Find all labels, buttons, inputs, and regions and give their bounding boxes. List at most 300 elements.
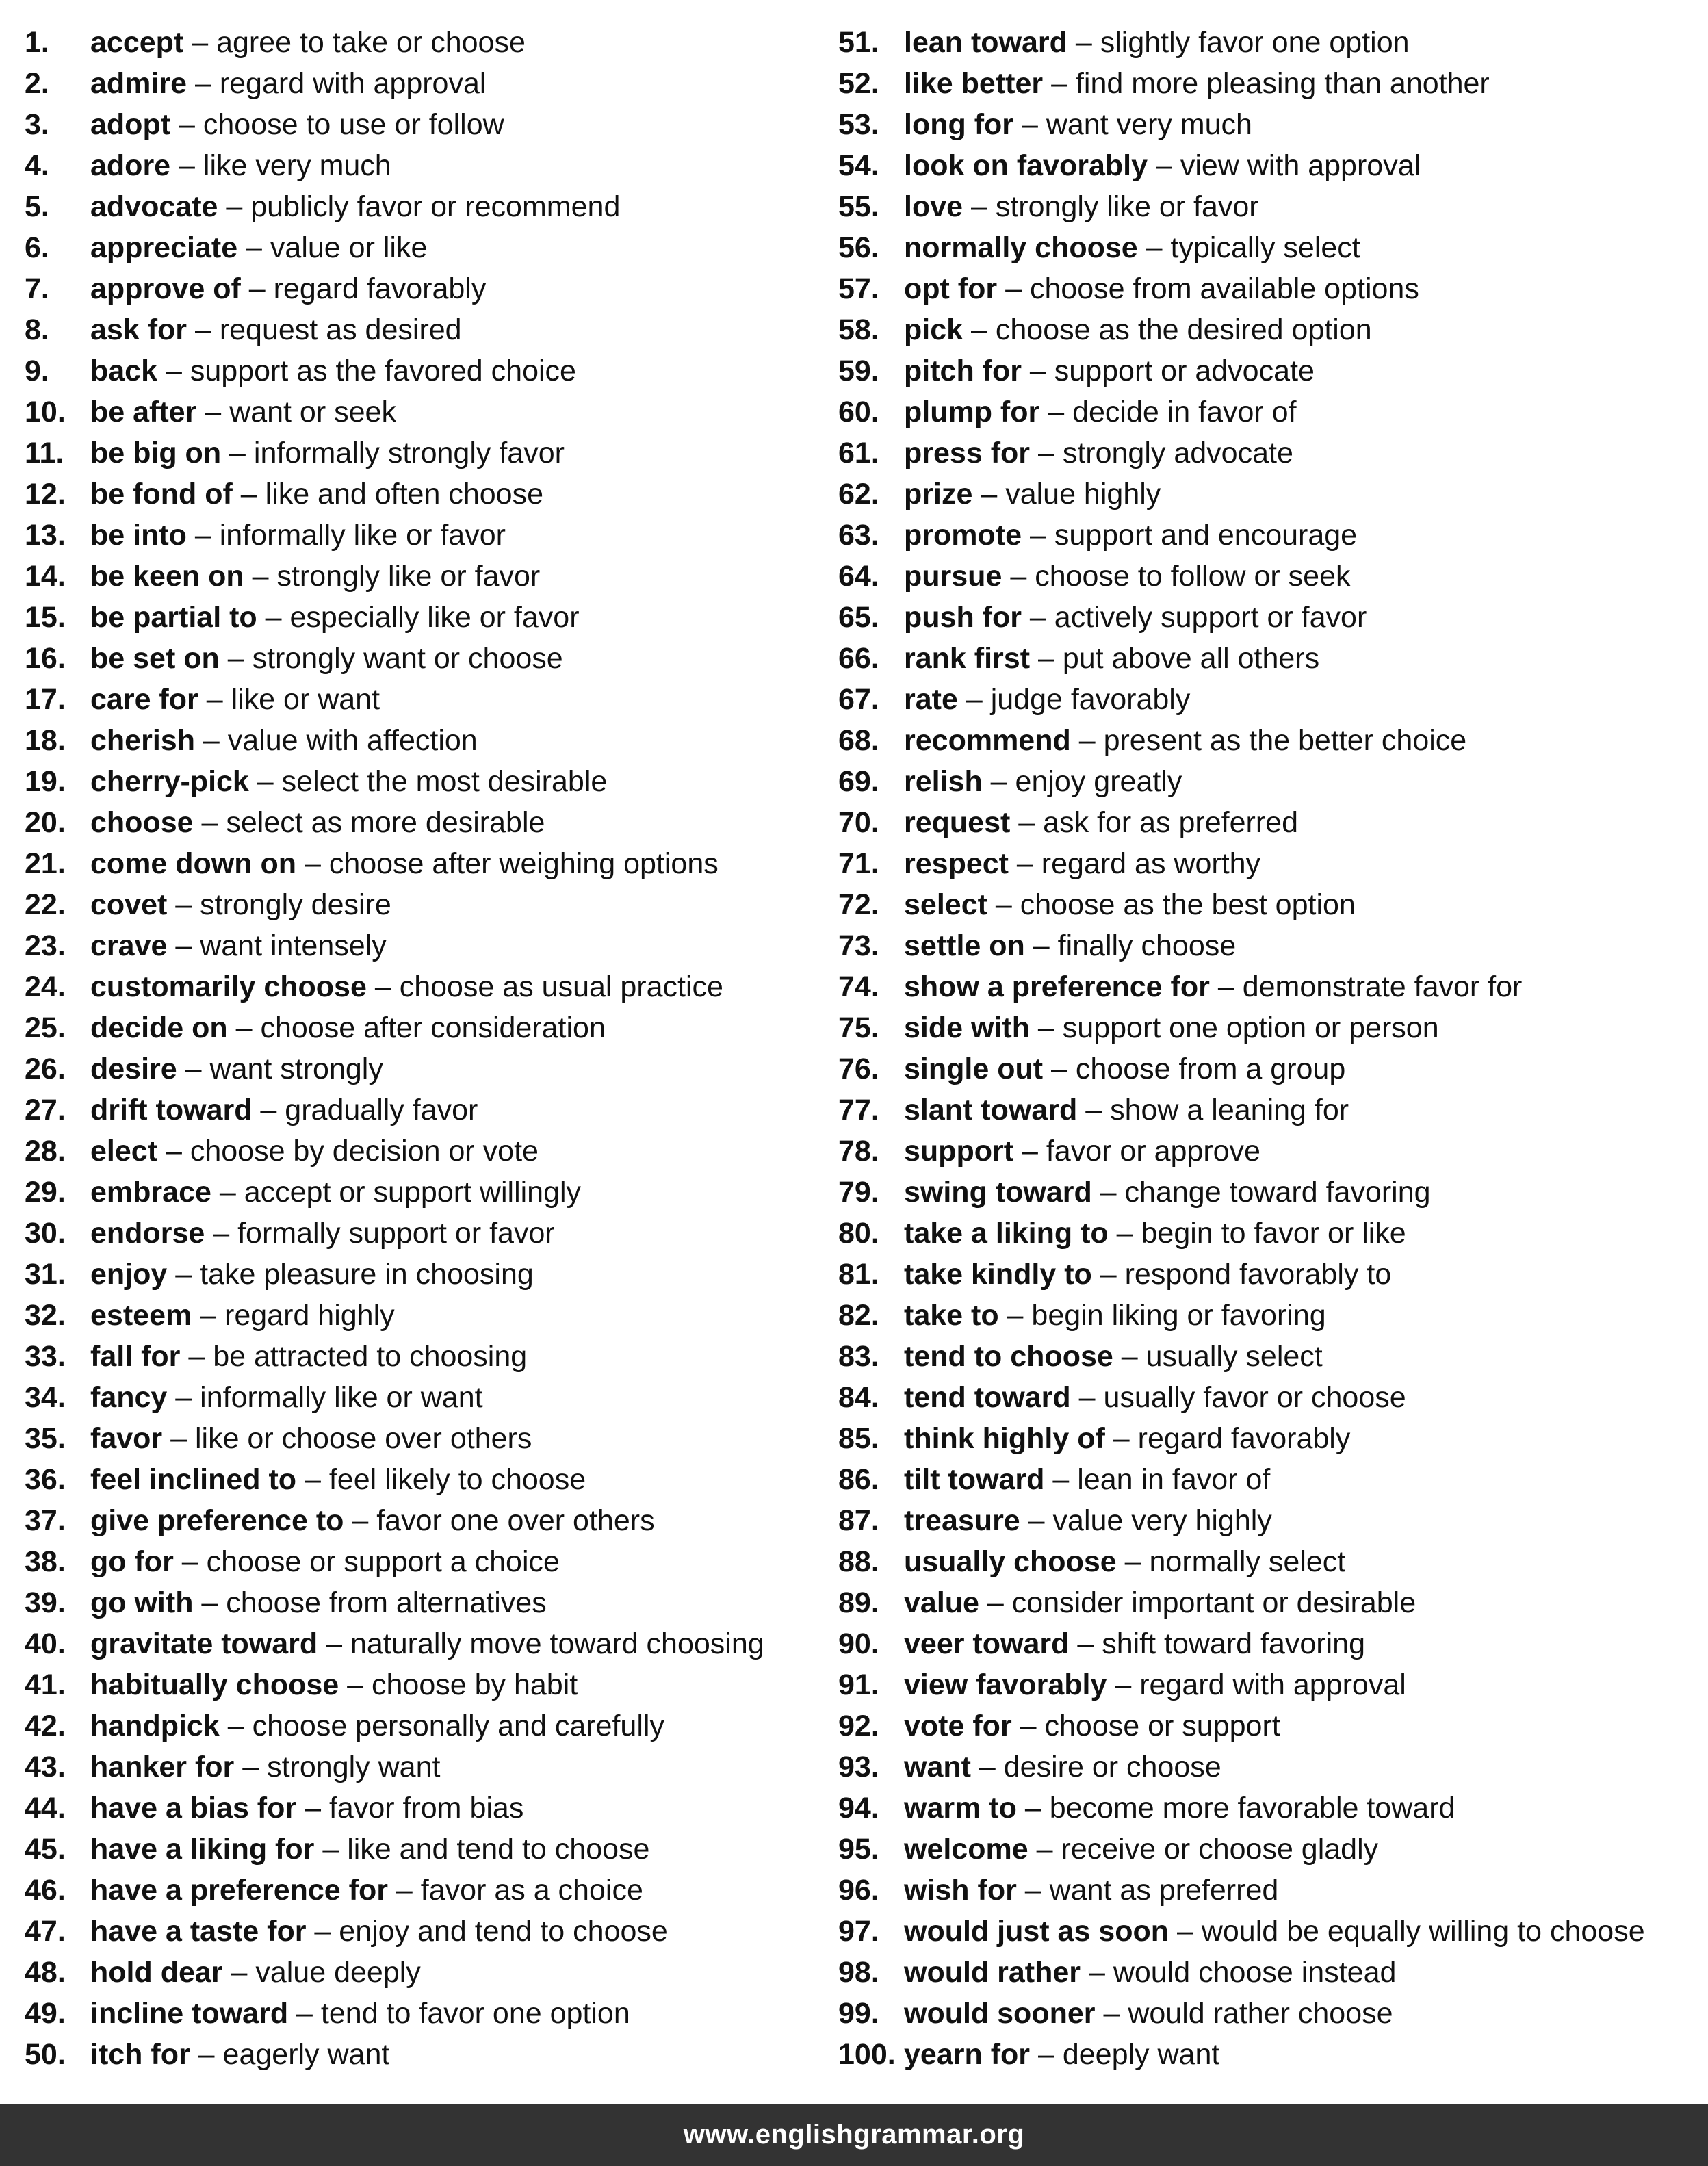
item-term: would rather — [904, 1956, 1081, 1989]
item-separator: – — [1169, 1915, 1202, 1948]
list-item — [25, 1254, 832, 1295]
item-number: 37. — [25, 1504, 66, 1537]
item-number: 64. — [838, 560, 879, 593]
list-item — [838, 720, 1700, 761]
item-separator: – — [1029, 1011, 1063, 1044]
item-definition: informally strongly favor — [253, 437, 565, 469]
item-separator: – — [257, 601, 290, 634]
item-definition: ask for as preferred — [1043, 806, 1298, 839]
item-definition: slightly favor one option — [1100, 26, 1410, 59]
item-number: 20. — [25, 806, 66, 839]
list-item — [838, 679, 1700, 720]
item-number: 81. — [838, 1258, 879, 1291]
item-term: swing toward — [904, 1176, 1092, 1209]
item-number: 34. — [25, 1381, 66, 1414]
list-item — [838, 2034, 1700, 2075]
item-term: fall for — [90, 1340, 181, 1373]
item-definition: feel likely to choose — [328, 1463, 586, 1496]
list-item — [838, 1254, 1700, 1295]
item-number: 23. — [25, 929, 66, 962]
item-definition: present as the better choice — [1103, 724, 1467, 757]
item-separator: – — [1107, 1668, 1140, 1701]
item-number: 96. — [838, 1874, 879, 1907]
list-item — [25, 1911, 832, 1952]
list-item — [25, 104, 832, 145]
item-number: 11. — [25, 437, 64, 469]
item-definition: strongly want — [267, 1751, 441, 1783]
item-definition: choose as the best option — [1020, 888, 1356, 921]
item-definition: favor or approve — [1046, 1135, 1260, 1168]
item-definition: find more pleasing than another — [1075, 67, 1490, 100]
list-item — [838, 638, 1700, 679]
item-number: 77. — [838, 1094, 879, 1126]
list-item — [25, 884, 832, 925]
list-item — [25, 1048, 832, 1090]
item-definition: would choose instead — [1113, 1956, 1397, 1989]
item-number: 6. — [25, 231, 49, 264]
item-term: drift toward — [90, 1094, 253, 1126]
item-definition: choose after consideration — [260, 1011, 606, 1044]
item-definition: regard with approval — [1139, 1668, 1406, 1701]
list-item — [25, 268, 832, 309]
item-separator: – — [211, 1176, 244, 1209]
list-item — [25, 761, 832, 802]
item-definition: choose to follow or seek — [1035, 560, 1351, 593]
item-number: 65. — [838, 601, 879, 634]
item-term: be partial to — [90, 601, 257, 634]
item-separator: – — [963, 190, 996, 223]
item-separator: – — [244, 560, 277, 593]
list-item — [838, 309, 1700, 350]
item-term: select — [904, 888, 987, 921]
item-number: 56. — [838, 231, 879, 264]
item-term: be fond of — [90, 478, 233, 511]
item-term: usually choose — [904, 1545, 1117, 1578]
list-item — [25, 145, 832, 186]
item-number: 98. — [838, 1956, 879, 1989]
item-term: tilt toward — [904, 1463, 1045, 1496]
list-item — [838, 925, 1700, 966]
item-separator: – — [232, 478, 266, 511]
list-item — [838, 1870, 1700, 1911]
list-item — [838, 1418, 1700, 1459]
item-separator: – — [366, 970, 400, 1003]
item-term: single out — [904, 1053, 1044, 1085]
item-separator: – — [1116, 1545, 1150, 1578]
item-separator: – — [1070, 724, 1104, 757]
word-list — [0, 22, 1708, 2074]
item-separator: – — [1020, 1504, 1053, 1537]
item-definition: favor one over others — [376, 1504, 655, 1537]
item-definition: value or like — [270, 231, 428, 264]
list-item — [25, 1213, 832, 1254]
item-term: accept — [90, 26, 184, 59]
item-definition: select as more desirable — [226, 806, 545, 839]
item-separator: – — [1148, 149, 1180, 182]
item-definition: choose from a group — [1075, 1053, 1346, 1085]
item-separator: – — [1091, 1258, 1125, 1291]
item-number: 76. — [838, 1053, 879, 1085]
item-term: take kindly to — [904, 1258, 1092, 1291]
item-definition: choose by habit — [372, 1668, 578, 1701]
item-term: crave — [90, 929, 168, 962]
list-item — [838, 1090, 1700, 1131]
item-definition: become more favorable toward — [1049, 1792, 1455, 1825]
item-separator: – — [167, 1381, 200, 1414]
item-term: embrace — [90, 1176, 211, 1209]
item-separator: – — [167, 929, 200, 962]
item-separator: – — [227, 1011, 261, 1044]
item-term: support — [904, 1135, 1014, 1168]
item-number: 14. — [25, 560, 66, 593]
list-item — [25, 2034, 832, 2075]
item-term: have a preference for — [90, 1874, 388, 1907]
item-number: 51. — [838, 26, 879, 59]
item-definition: want very much — [1046, 108, 1252, 141]
item-number: 85. — [838, 1422, 879, 1455]
list-item — [838, 391, 1700, 433]
footer-website-url: www.englishgrammar.org — [683, 2119, 1025, 2150]
item-definition: select the most desirable — [281, 765, 608, 798]
item-term: think highly of — [904, 1422, 1105, 1455]
item-number: 17. — [25, 683, 66, 716]
item-number: 71. — [838, 847, 879, 880]
item-number: 48. — [25, 1956, 66, 1989]
item-term: give preference to — [90, 1504, 344, 1537]
item-definition: support one option or person — [1062, 1011, 1439, 1044]
item-separator: – — [296, 1792, 329, 1825]
item-definition: typically select — [1170, 231, 1360, 264]
item-definition: gradually favor — [285, 1094, 478, 1126]
item-definition: like or want — [231, 683, 380, 716]
item-term: relish — [904, 765, 983, 798]
list-item — [838, 104, 1700, 145]
item-number: 2. — [25, 67, 49, 100]
item-number: 87. — [838, 1504, 879, 1537]
item-separator: – — [1070, 1381, 1104, 1414]
item-definition: desire or choose — [1003, 1751, 1221, 1783]
item-separator: – — [344, 1504, 377, 1537]
item-term: hanker for — [90, 1751, 235, 1783]
item-number: 50. — [25, 2038, 66, 2071]
item-number: 91. — [838, 1668, 879, 1701]
list-item — [25, 720, 832, 761]
item-term: would just as soon — [904, 1915, 1169, 1948]
item-number: 59. — [838, 354, 879, 387]
item-separator: – — [193, 1586, 227, 1619]
item-definition: value with affection — [227, 724, 478, 757]
item-number: 16. — [25, 642, 66, 675]
list-item — [25, 1788, 832, 1829]
item-definition: choose from alternatives — [226, 1586, 547, 1619]
list-item — [25, 1541, 832, 1582]
list-item — [838, 433, 1700, 474]
list-item — [25, 1623, 832, 1664]
item-separator: – — [198, 683, 231, 716]
list-item — [838, 597, 1700, 638]
list-item — [25, 391, 832, 433]
item-separator: – — [1021, 601, 1054, 634]
item-number: 24. — [25, 970, 66, 1003]
item-separator: – — [987, 888, 1020, 921]
list-item — [25, 63, 832, 104]
item-term: desire — [90, 1053, 177, 1085]
item-separator: – — [997, 272, 1030, 305]
item-term: tend to choose — [904, 1340, 1113, 1373]
item-term: value — [904, 1586, 979, 1619]
item-term: opt for — [904, 272, 998, 305]
list-item — [25, 925, 832, 966]
item-number: 44. — [25, 1792, 66, 1825]
list-item — [25, 679, 832, 720]
item-definition: usually select — [1146, 1340, 1323, 1373]
item-separator: – — [187, 313, 220, 346]
item-term: be keen on — [90, 560, 244, 593]
item-definition: choose or support a choice — [206, 1545, 560, 1578]
item-number: 67. — [838, 683, 879, 716]
item-definition: view with approval — [1180, 149, 1421, 182]
item-separator: – — [177, 1053, 210, 1085]
item-separator: – — [240, 272, 274, 305]
item-number: 54. — [838, 149, 879, 182]
item-term: feel inclined to — [90, 1463, 297, 1496]
item-number: 82. — [838, 1299, 879, 1332]
item-number: 72. — [838, 888, 879, 921]
list-item — [838, 556, 1700, 597]
item-definition: usually favor or choose — [1103, 1381, 1406, 1414]
item-separator: – — [1002, 560, 1035, 593]
list-item — [838, 1993, 1700, 2034]
item-separator: – — [194, 724, 228, 757]
item-term: cherry-pick — [90, 765, 249, 798]
list-item — [838, 966, 1700, 1007]
item-term: pick — [904, 313, 963, 346]
item-number: 66. — [838, 642, 879, 675]
item-number: 53. — [838, 108, 879, 141]
item-separator: – — [979, 1586, 1012, 1619]
item-number: 40. — [25, 1627, 66, 1660]
list-item — [838, 1623, 1700, 1664]
item-separator: – — [998, 1299, 1032, 1332]
list-item — [25, 1993, 832, 2034]
item-term: appreciate — [90, 231, 238, 264]
item-separator: – — [248, 765, 282, 798]
item-separator: – — [221, 437, 254, 469]
item-term: respect — [904, 847, 1009, 880]
item-number: 33. — [25, 1340, 66, 1373]
item-definition: support or advocate — [1054, 354, 1315, 387]
item-definition: actively support or favor — [1054, 601, 1367, 634]
list-item — [838, 1500, 1700, 1541]
item-number: 8. — [25, 313, 49, 346]
item-separator: – — [1030, 2038, 1063, 2071]
list-item — [838, 515, 1700, 556]
item-number: 36. — [25, 1463, 66, 1496]
item-definition: formally support or favor — [237, 1217, 555, 1250]
item-definition: accept or support willingly — [244, 1176, 582, 1209]
item-definition: regard favorably — [273, 272, 487, 305]
item-definition: publicly favor or recommend — [250, 190, 621, 223]
list-item — [25, 556, 832, 597]
item-separator: – — [1039, 396, 1073, 428]
item-number: 93. — [838, 1751, 879, 1783]
item-separator: – — [1137, 231, 1171, 264]
item-separator: – — [1069, 1627, 1102, 1660]
item-number: 100. — [838, 2038, 896, 2071]
item-term: endorse — [90, 1217, 205, 1250]
item-number: 90. — [838, 1627, 879, 1660]
item-term: pursue — [904, 560, 1002, 593]
list-item — [838, 1007, 1700, 1048]
item-number: 55. — [838, 190, 879, 223]
item-term: adopt — [90, 108, 171, 141]
item-number: 29. — [25, 1176, 66, 1209]
list-item — [838, 186, 1700, 227]
list-item — [25, 1582, 832, 1623]
item-separator: – — [1011, 1710, 1045, 1742]
item-definition: support and encourage — [1054, 519, 1358, 552]
word-list-left-column — [25, 22, 832, 2075]
item-definition: take pleasure in choosing — [200, 1258, 534, 1291]
item-separator: – — [162, 1422, 195, 1455]
item-term: vote for — [904, 1710, 1012, 1742]
item-term: treasure — [904, 1504, 1020, 1537]
item-term: look on favorably — [904, 149, 1148, 182]
item-separator: – — [1043, 1053, 1076, 1085]
item-number: 5. — [25, 190, 49, 223]
item-term: welcome — [904, 1833, 1028, 1866]
item-definition: strongly like or favor — [995, 190, 1259, 223]
list-item — [838, 843, 1700, 884]
list-item — [838, 1295, 1700, 1336]
item-term: want — [904, 1751, 971, 1783]
item-definition: strongly like or favor — [276, 560, 541, 593]
list-item — [838, 1131, 1700, 1172]
item-separator: – — [1008, 847, 1041, 880]
item-number: 18. — [25, 724, 66, 757]
item-term: rate — [904, 683, 958, 716]
list-item — [838, 884, 1700, 925]
item-term: care for — [90, 683, 198, 716]
item-number: 73. — [838, 929, 879, 962]
item-term: request — [904, 806, 1011, 839]
item-definition: finally choose — [1057, 929, 1237, 962]
item-separator: – — [1108, 1217, 1141, 1250]
list-item — [25, 1131, 832, 1172]
item-separator: – — [296, 847, 329, 880]
list-item — [838, 268, 1700, 309]
item-definition: like and often choose — [265, 478, 543, 511]
item-separator: – — [218, 190, 251, 223]
item-term: pitch for — [904, 354, 1022, 387]
item-definition: choose by decision or vote — [190, 1135, 539, 1168]
item-number: 45. — [25, 1833, 66, 1866]
list-item — [838, 1911, 1700, 1952]
list-item — [25, 1705, 832, 1746]
item-number: 31. — [25, 1258, 66, 1291]
list-item — [25, 227, 832, 268]
item-separator: – — [1028, 1833, 1061, 1866]
item-term: fancy — [90, 1381, 168, 1414]
item-number: 69. — [838, 765, 879, 798]
item-term: elect — [90, 1135, 158, 1168]
list-item — [25, 1500, 832, 1541]
item-separator: – — [1091, 1176, 1125, 1209]
item-term: incline toward — [90, 1997, 289, 2030]
item-number: 58. — [838, 313, 879, 346]
item-separator: – — [1010, 806, 1044, 839]
item-term: choose — [90, 806, 194, 839]
item-number: 83. — [838, 1340, 879, 1373]
item-definition: change toward favoring — [1124, 1176, 1431, 1209]
item-term: hold dear — [90, 1956, 223, 1989]
list-item — [25, 1746, 832, 1788]
item-term: covet — [90, 888, 168, 921]
word-list-right-column — [838, 22, 1700, 2075]
item-number: 19. — [25, 765, 66, 798]
item-term: veer toward — [904, 1627, 1070, 1660]
item-term: slant toward — [904, 1094, 1078, 1126]
item-separator: – — [314, 1833, 348, 1866]
item-number: 22. — [25, 888, 66, 921]
list-item — [838, 1048, 1700, 1090]
item-separator: – — [219, 1710, 253, 1742]
item-term: recommend — [904, 724, 1071, 757]
item-term: wish for — [904, 1874, 1017, 1907]
item-separator: – — [288, 1997, 321, 2030]
item-term: adore — [90, 149, 171, 182]
item-definition: favor as a choice — [420, 1874, 643, 1907]
list-item — [838, 1746, 1700, 1788]
item-number: 26. — [25, 1053, 66, 1085]
item-separator: – — [1016, 1792, 1050, 1825]
item-term: back — [90, 354, 158, 387]
item-separator: – — [234, 1751, 268, 1783]
item-number: 43. — [25, 1751, 66, 1783]
item-number: 47. — [25, 1915, 66, 1948]
item-term: love — [904, 190, 963, 223]
item-number: 35. — [25, 1422, 66, 1455]
item-term: show a preference for — [904, 970, 1210, 1003]
item-separator: – — [196, 396, 230, 428]
list-item — [838, 1172, 1700, 1213]
item-definition: put above all others — [1062, 642, 1320, 675]
item-definition: regard highly — [224, 1299, 395, 1332]
list-item — [838, 1582, 1700, 1623]
item-separator: – — [970, 1751, 1004, 1783]
item-term: be set on — [90, 642, 220, 675]
item-separator: – — [963, 313, 996, 346]
item-term: long for — [904, 108, 1014, 141]
item-definition: strongly want or choose — [252, 642, 563, 675]
item-definition: like and tend to choose — [347, 1833, 650, 1866]
item-number: 86. — [838, 1463, 879, 1496]
item-term: rank first — [904, 642, 1031, 675]
item-separator: – — [190, 2038, 223, 2071]
list-item — [25, 1418, 832, 1459]
item-term: tend toward — [904, 1381, 1071, 1414]
item-definition: judge favorably — [990, 683, 1191, 716]
item-definition: choose after weighing options — [328, 847, 719, 880]
item-definition: value deeply — [255, 1956, 421, 1989]
list-item — [25, 1336, 832, 1377]
item-separator: – — [1016, 1874, 1050, 1907]
item-number: 39. — [25, 1586, 66, 1619]
list-item — [25, 597, 832, 638]
item-number: 13. — [25, 519, 66, 552]
item-term: lean toward — [904, 26, 1068, 59]
item-number: 10. — [25, 396, 66, 428]
